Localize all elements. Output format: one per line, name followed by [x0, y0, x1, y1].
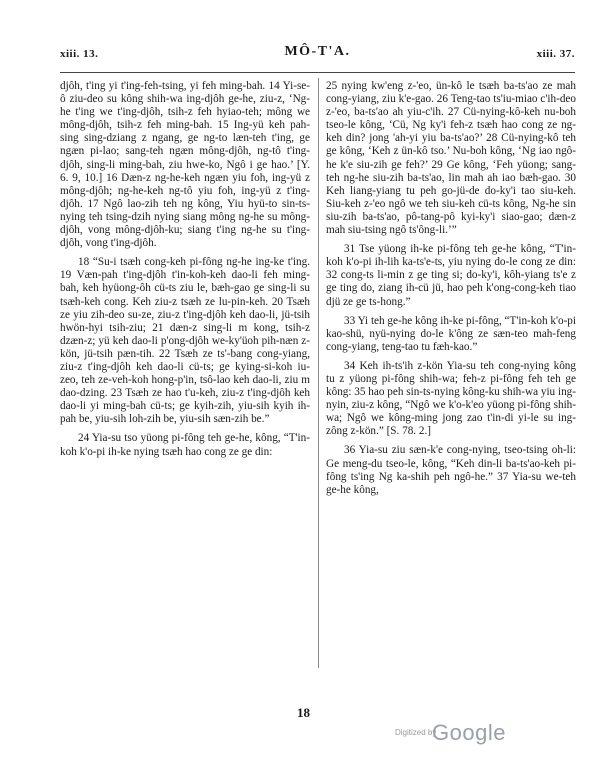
paragraph: 24 Yia-su tso yüong pi-fông teh ge-he, kông, “T'in-koh k'o-pi ih-ke nying tsæh hao cong ze ge din:	[60, 432, 310, 458]
paragraph: 36 Yia-su ziu sæn-k'e cong-nying, tseo-tsing oh-li: Ge meng-du tseo-le, kông, “Keh din-li ba-ts'ao-keh pi-fông ts'ing Ng ka-shih peh ngô-he.” 37 Yia-su we-teh ge-he kông,	[326, 444, 576, 496]
paragraph: 31 Tse yüong ih-ke pi-fông teh ge-he kông, “T'in-koh k'o-pi ih-lih ka-ts'e-ts, yiu nying do-le cong ze din: 32 cong-ts li-min z ge ting si; do-ky'i, kôh-yiang ts'e z ge ting do, ziang ih-cü jü, hao peh k'ong-cong-keh tiao djü ze ge ts-hong.”	[326, 243, 576, 308]
paragraph: 33 Yi teh ge-he kông ih-ke pi-fông, “T'in-koh k'o-pi kao-shü, nyü-nying do-le k'ông ze sæn-teo mah-feng cong-yiang, teng-tao tu fæh-kao.”	[326, 314, 576, 353]
column-divider	[318, 78, 319, 668]
page-number: 18	[297, 705, 310, 720]
paragraph: 34 Keh ih-ts'ih z-kön Yia-su teh cong-nying kông tu z yüong pi-fông shih-wa; feh-z pi-fông feh teh ge kông: 35 hao peh sin-ts-nying kông-ku shih-wa yiu ing-nyin, ziu-z kông, “Ngô we k'o-k'eo yüong pi-fông shih-wa; Ngô we kông-ming jong zao t'in-di yi-le su ing-zông z-kön.” [S. 78. 2.]	[326, 359, 576, 438]
paragraph: 18 “Su-i tsæh cong-keh pi-fông ng-he ing-ke t'ing. 19 Væn-pah t'ing-djôh t'in-koh-keh dao-li feh ming-bah, keh hyüong-ôh cü-ts ziu le, bæh-gao ge sing-li su tsæh-keh cong. Keh ziu-z tsæh ze lu-pin-keh. 20 Tsæh ze yiu zih-deo su-ze, ziu-z t'ing-djôh keh dao-li, jü-tsih hwön-hyi tsih-ziu; 21 dæn-z sing-li m kong, tsih-z dzæn-z; yü keh dao-li p'ong-djôh we-ky'üoh pih-næn z-kön, jü-tsih pæn-tih. 22 Tsæh ze ts'-bang cong-yiang, ziu-z t'ing-djôh keh dao-li cü-ts; ge kying-si-koh iu-zeo, teh ze-veh-koh hong-p'in, tsô-lao keh dao-li, ziu m dao-dzing. 23 Tsæh ze hao t'u-keh, ziu-z t'ing-djôh keh dao-li yi ming-bah cü-ts; ge kyih-zih, yiu-sih kyih ih-pah be, yiu-sih loh-zih be, yiu-sih sæn-zih be.”	[60, 256, 310, 426]
header-book-title: MÔ-T'A.	[284, 44, 351, 59]
digitized-by-label: Digitized by	[395, 728, 437, 737]
page-header	[60, 30, 575, 70]
header-chapter-verse-left: xiii. 13.	[60, 48, 99, 60]
right-column	[326, 80, 576, 497]
paragraph: djôh, t'ing yi t'ing-feh-tsing, yi feh ming-bah. 14 Yi-se-ô ziu-deo su kông shih-wa ing-djôh ge-he, ziu-z, ‘Ng-he t'ing we t'ing-djôh, tsih-z feh hyiao-teh; mông we mông-djôh, tsih-z feh ming-bah. 15 Ing-yü keh pah-sing sing-dziang z ngang, ge ng-to læn-teh t'ing, ge ngæn pi-lao; sang-teh ngæn mông-djôh, ng-tô t'ing-djôh, sing-li ming-bah, ziu hwe-ko, Ngô i ge hao.’ [Y. 6. 9, 10.] 16 Dæn-z ng-he-keh ngæn yiu foh, ing-yü z mông-djôh; ng-he-keh ng-tô yiu foh, ing-yü z t'ing-djôh. 17 Ngô lao-zih teh ng kông, Yiu hyü-to sin-ts-nying teh tsing-dzih nying siang mông ng-he su mông-djôh, vong mông-djôh-ku; siang t'ing ng-he su t'ing-djôh, vong t'ing-djôh.	[60, 80, 310, 250]
header-divider	[60, 72, 575, 73]
paragraph: 25 nying kw'eng z-'eo, ün-kô le tsæh ba-ts'ao ze mah cong-yiang, ziu k'e-gao. 26 Teng-tao ts'iu-miao c'ih-deo z-'eo, ba-ts'ao ah yiu-c'ih. 27 Cü-nying-kô-keh nu-boh tseo-le kông, ‘Cü, Ng ky'i feh-z tsæh hao cong ze ng-keh din? jong 'ah-yi yiu ba-ts'ao?’ 28 Cü-nying-kô teh ge kông, ‘Keh z ün-kô tso.’ Nu-boh kông, ‘Ng iao ngô-he k'e siu-zih ge feh?’ 29 Ge kông, ‘Feh yüong; sang-teh ng-he siu-zih ba-ts'ao, lin mah ah iao bæh-gao. 30 Keh liang-yiang tu peh go-jü-de do-ky'i tao siu-keh. Siu-keh z-'eo ngô we teh siu-keh cü-ts kông, Ng-he sin siu-zih ba-ts'ao, pô-tang-pô kyi-ky'i siao-gao; dæn-z mah siu-tsing ngô ts'ông-li.’”	[326, 80, 576, 237]
google-watermark: Google	[432, 720, 506, 745]
header-chapter-verse-right: xiii. 37.	[536, 48, 575, 60]
left-column	[60, 80, 310, 459]
